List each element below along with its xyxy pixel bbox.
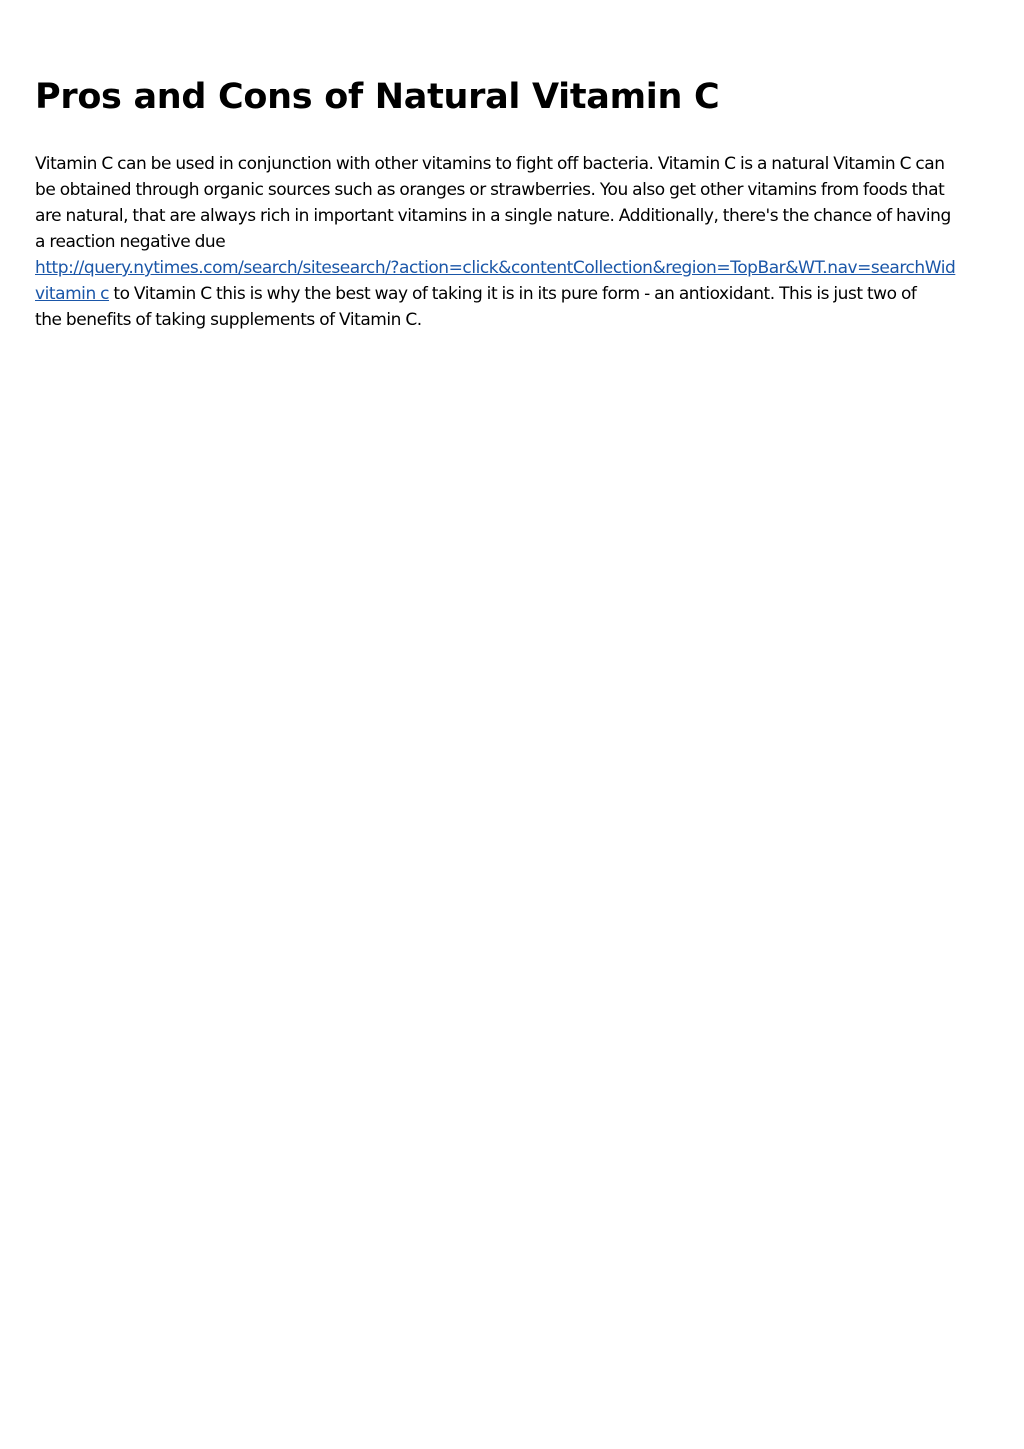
paragraph-line: the benefits of taking supplements of Vitamin C. [35, 310, 422, 330]
paragraph-line [35, 281, 993, 307]
link-line [35, 255, 993, 281]
nytimes-search-link[interactable]: http://query.nytimes.com/search/sitesearch/?action=click&contentCollection&region=TopBar&WT.nav=searchWid [35, 258, 956, 278]
paragraph-line: are natural, that are always rich in important vitamins in a single nature. Additionally, there's the chance of having [35, 206, 951, 226]
paragraph-line: Vitamin C can be used in conjunction with other vitamins to fight off bacteria. Vitamin C is a natural Vitamin C can [35, 154, 945, 174]
paragraph-line: a reaction negative due [35, 232, 226, 252]
vitamin-c-link[interactable]: vitamin c [35, 284, 110, 304]
page-title: Pros and Cons of Natural Vitamin C [35, 77, 720, 117]
paragraph-line: be obtained through organic sources such as oranges or strawberries. You also get other vitamins from foods that [35, 180, 945, 200]
document-page [35, 0, 993, 333]
paragraph-text: to Vitamin C this is why the best way of taking it is in its pure form - an antioxidant. This is just two of [109, 284, 917, 304]
article-paragraph [35, 151, 993, 333]
